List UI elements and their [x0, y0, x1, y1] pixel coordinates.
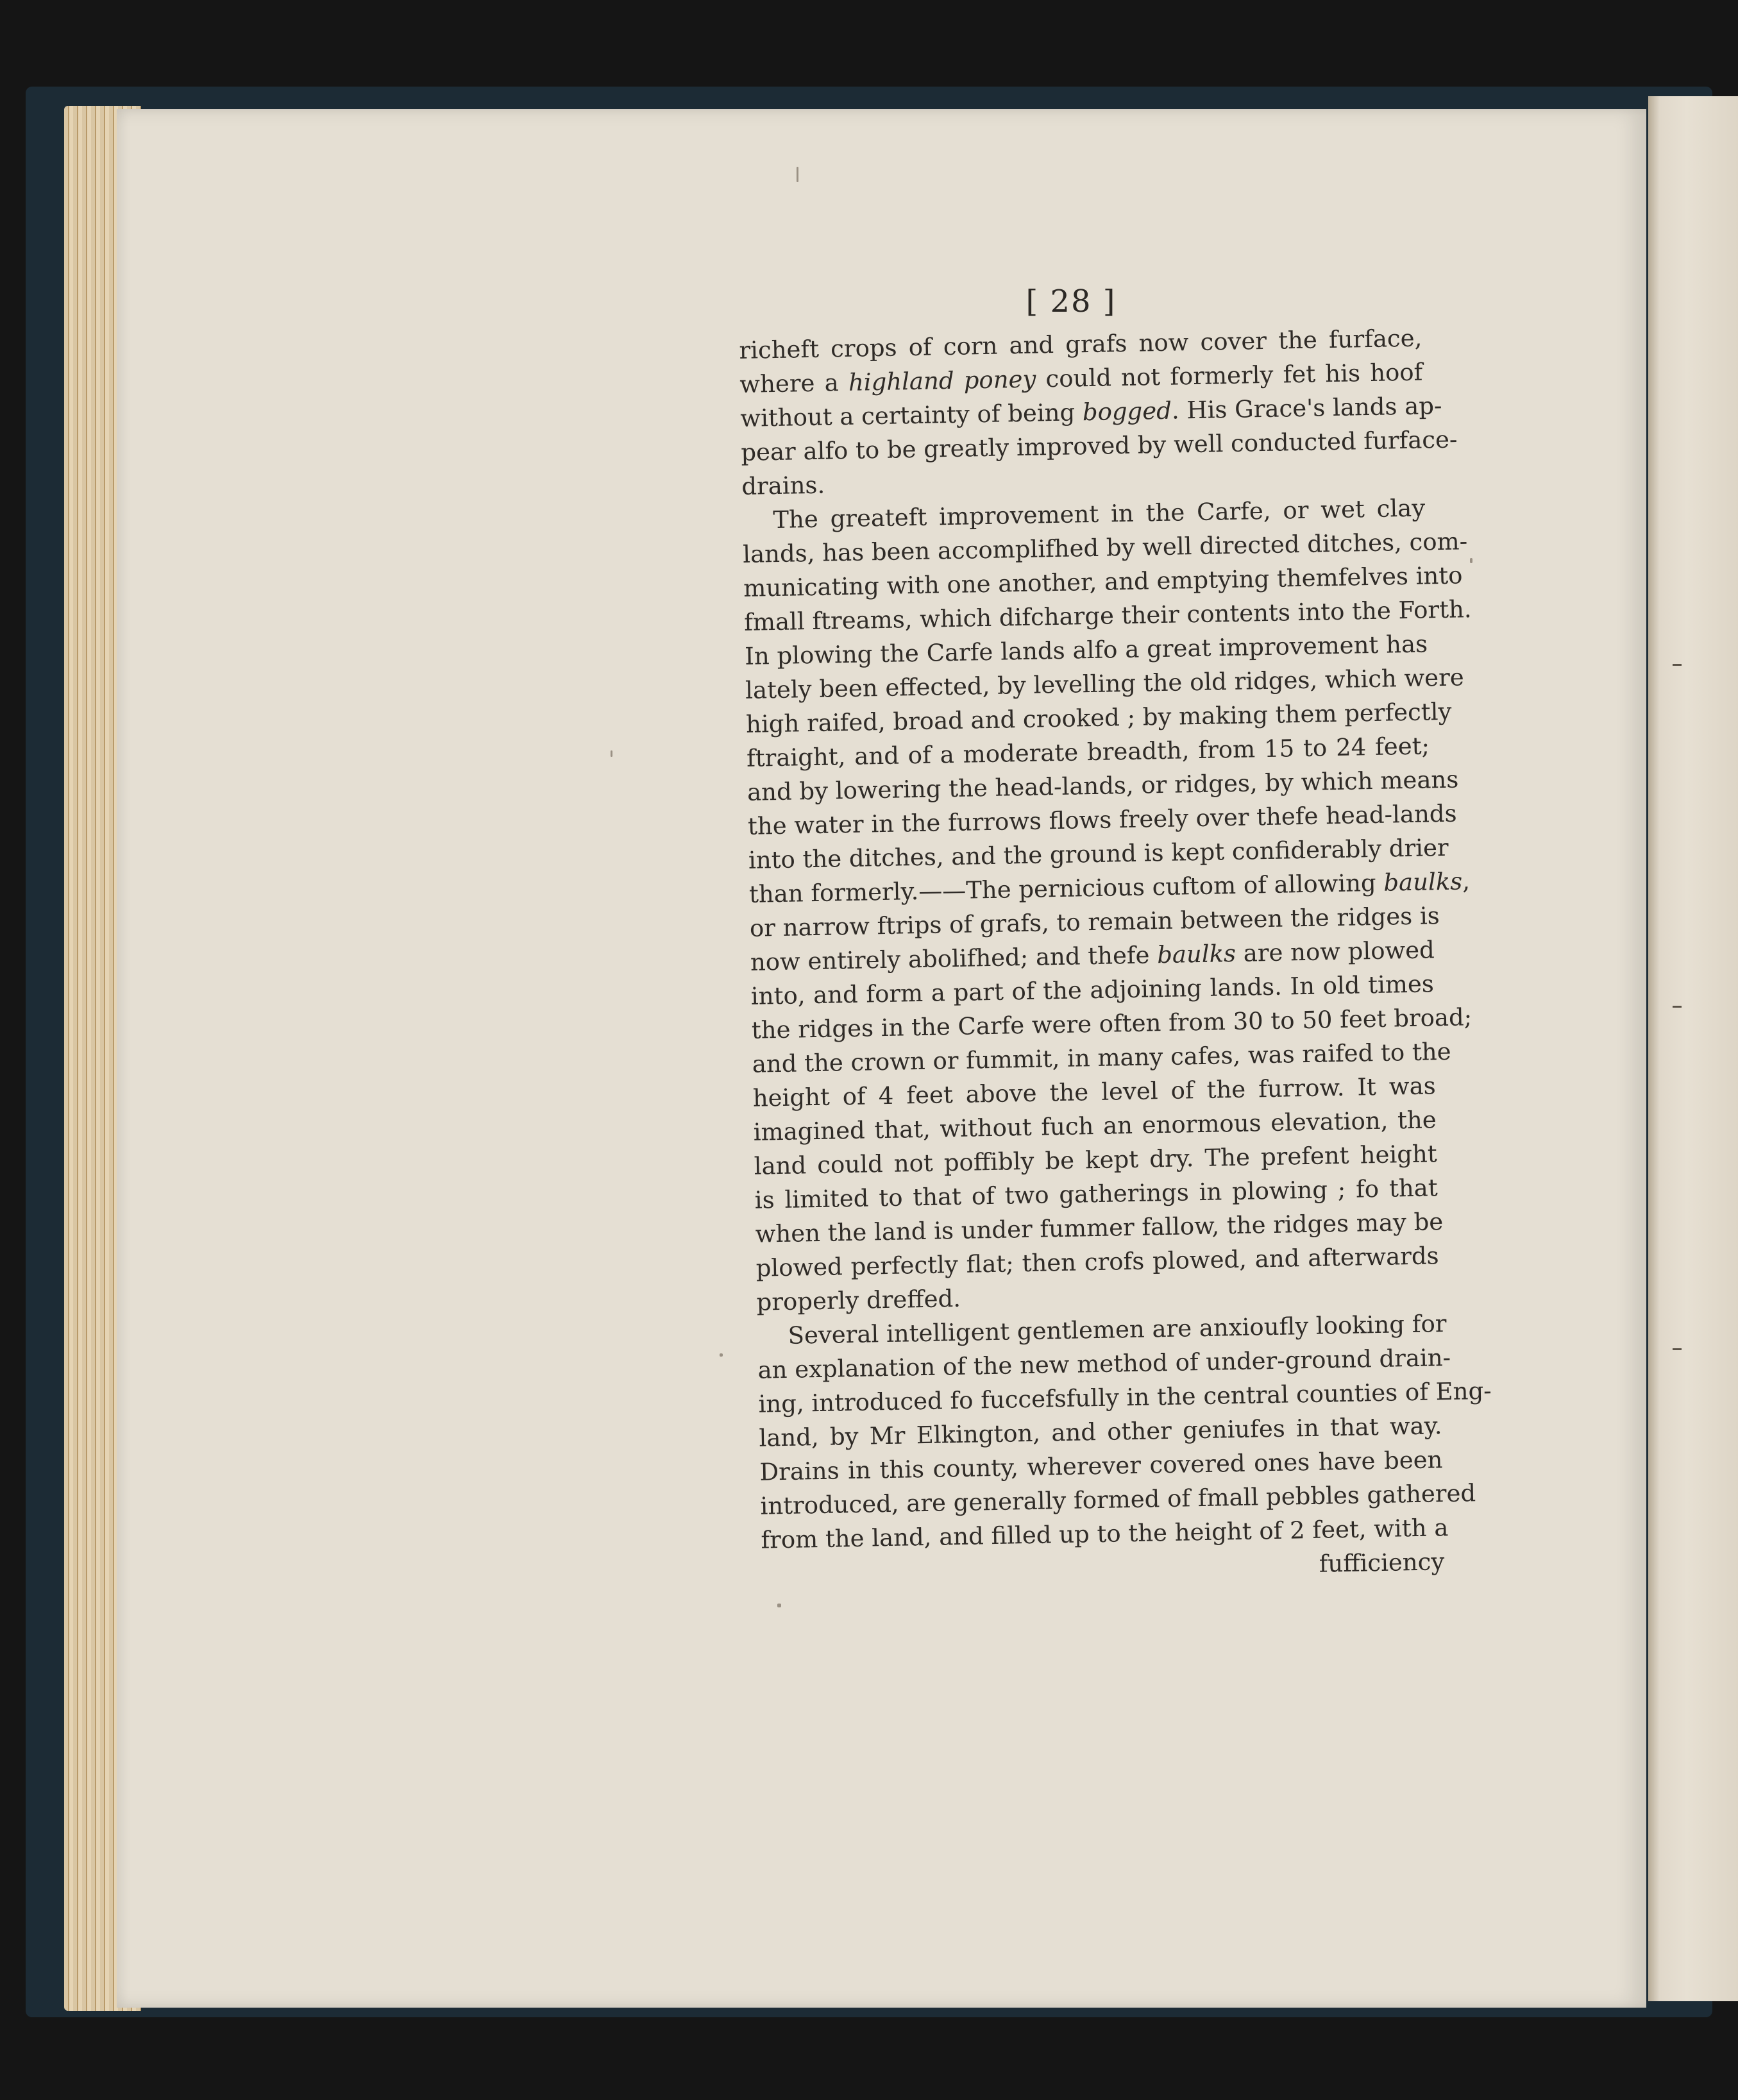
text-line: In plowing the Carfe lands alfo a great improvement has [744, 630, 1428, 670]
page-number: [ 28 ] [1025, 284, 1117, 319]
text-line: Several intelligent gentlemen are anxioufly looking for [788, 1310, 1447, 1350]
facing-page-mark [1673, 664, 1682, 666]
paper-speck [611, 750, 612, 757]
text-line: now entirely abolifhed; and thefe baulks are now plowed [750, 936, 1435, 976]
body-text [739, 321, 1492, 1591]
text-line: ftraight, and of a moderate breadth, from 15 to 24 feet; [746, 732, 1430, 772]
text-line: or narrow ftrips of grafs, to remain between the ridges is [749, 902, 1440, 942]
text-line: without a certainty of being bogged. His Grace's lands ap- [740, 391, 1442, 432]
text-line: land, by Mr Elkington, and other geniufes in that way. [759, 1412, 1442, 1452]
paper-speck [797, 167, 798, 182]
text-line: lands, has been accomplifhed by well directed ditches, com- [742, 527, 1468, 568]
text-line: when the land is under fummer fallow, the ridges may be [755, 1208, 1444, 1248]
text-line: pear alfo to be greatly improved by well conducted furface- [741, 425, 1458, 466]
text-line: properly dreffed. [756, 1284, 961, 1316]
text-line: and the crown or fummit, in many cafes, was raifed to the [752, 1037, 1451, 1078]
text-line: drains. [741, 471, 825, 500]
text-line: municating with one another, and emptying themfelves into [743, 561, 1463, 602]
text-line: an explanation of the new method of under-ground drain- [757, 1343, 1451, 1384]
text-line: land could not poffibly be kept dry. The prefent height [754, 1140, 1438, 1180]
text-line: the water in the furrows flows freely over thefe head-lands [747, 799, 1457, 840]
text-line: into, and form a part of the adjoining lands. In old times [750, 970, 1435, 1010]
text-line: introduced, are generally formed of fmall pebbles gathered [760, 1479, 1476, 1520]
text-line: from the land, and filled up to the height of 2 feet, with a [761, 1514, 1449, 1554]
facing-page-mark [1673, 1348, 1682, 1350]
facing-page [1648, 96, 1738, 2001]
text-line: fufficiency [1319, 1548, 1445, 1578]
paper-speck [1470, 558, 1472, 563]
text-line: the ridges in the Carfe were often from 30 to 50 feet broad; [751, 1003, 1472, 1044]
text-line: where a highland poney could not formerly fet his hoof [739, 358, 1423, 398]
text-line: ing, introduced fo fuccefsfully in the central counties of Eng- [758, 1376, 1492, 1418]
paper-speck [777, 1604, 781, 1607]
text-line: fmall ftreams, which difcharge their contents into the Forth. [743, 595, 1472, 636]
text-line: The greateft improvement in the Carfe, or wet clay [772, 494, 1426, 534]
paper-speck [720, 1353, 723, 1357]
text-line: imagined that, without fuch an enormous elevation, the [753, 1106, 1437, 1146]
text-line: lately been effected, by levelling the old ridges, which were [745, 663, 1465, 704]
text-line: richeft crops of corn and grafs now cover the furface, [739, 324, 1422, 364]
text-line: is limited to that of two gatherings in plowing ; fo that [754, 1174, 1438, 1214]
text-line: and by lowering the head-lands, or ridges, by which means [747, 765, 1459, 806]
facing-page-mark [1673, 1006, 1682, 1008]
text-line: than formerly.——The pernicious cuftom of allowing baulks [748, 867, 1463, 908]
text-line: height of 4 feet above the level of the furrow. It was [752, 1072, 1437, 1112]
text-line: into the ditches, and the ground is kept confiderably drier [748, 833, 1449, 874]
text-line: high raifed, broad and crooked ; by making them perfectly [745, 697, 1452, 738]
text-line: plowed perfectly flat; then crofs plowed, and afterwards [755, 1242, 1439, 1282]
text-line: Drains in this county, wherever covered ones have been [759, 1446, 1443, 1486]
